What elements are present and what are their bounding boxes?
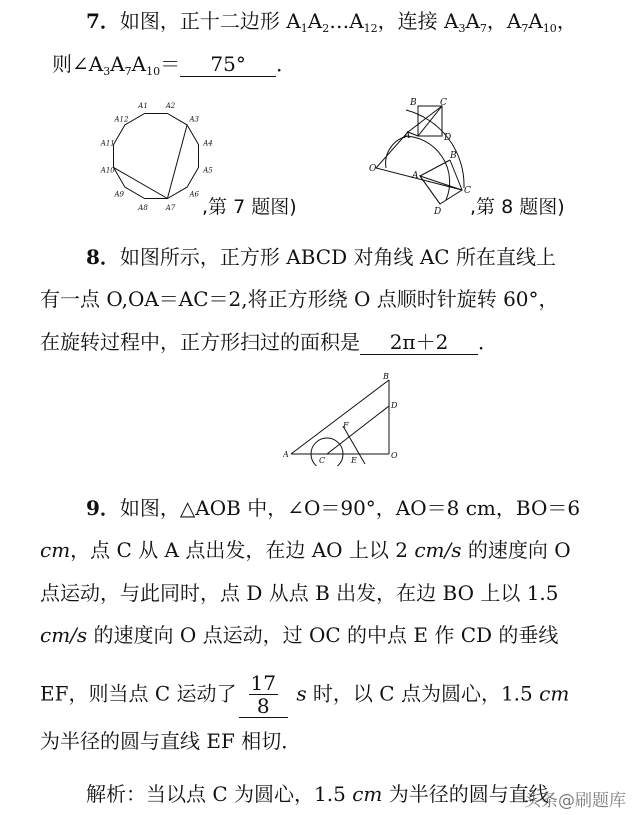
q8-text: ． [478, 330, 498, 354]
q7-line-2: 则$\angle A_3A_7A_{10}= 75^\circ$ ． [52, 52, 297, 78]
q8-line-ac [408, 106, 442, 132]
q9-answer-fraction [239, 672, 288, 718]
q9-label: D [391, 401, 398, 410]
q9-line-1 [86, 494, 640, 522]
q9-text: 为半径的圆与直线 EF 相切． [40, 729, 302, 753]
dodecagon-vertex-label: A8 [138, 204, 148, 213]
q8-label: A [404, 131, 411, 141]
q9-line-6 [40, 727, 640, 755]
q8-rot-edge [420, 160, 450, 176]
q9-label: F [343, 421, 349, 430]
dodecagon-vertex-label: A6 [189, 190, 200, 199]
dodecagon-polygon [114, 114, 199, 199]
q9-line-4 [40, 621, 640, 649]
q9-unit: cm [40, 538, 71, 562]
dodecagon-vertex-label: A3 [189, 115, 200, 124]
q8-answer-blank: 2π＋2 [360, 330, 478, 355]
q7-figure [98, 100, 218, 215]
q9-text: 时，以 C 点为圆心，1.5 [306, 681, 540, 706]
q9-figure [283, 370, 413, 466]
dodecagon-vertex-label: A12 [114, 115, 129, 124]
q9-text: ，点 C 从 A 点出发，在边 AO 上以 2 [70, 538, 415, 562]
q9-unit: cm [539, 681, 570, 706]
q8-figure [368, 96, 480, 218]
q7-text: ， [486, 9, 507, 33]
q9-text: 点运动，与此同时，点 D 从点 B 出发，在边 BO 上以 1.5 [40, 581, 559, 605]
q8-arc-outer [404, 136, 450, 200]
q9-unit: cm/s [40, 623, 88, 647]
q8-line-2 [40, 285, 640, 313]
q8-number: 8． [86, 245, 120, 269]
q9-text: 的速度向 O 点运动，过 OC 的中点 E 作 CD 的垂线 [87, 623, 559, 647]
dodecagon-vertex-label: A11 [100, 139, 115, 148]
analysis-text: 为半径的圆与直线 [382, 782, 549, 806]
dodecagon-vertex-label: A4 [203, 139, 213, 148]
dodecagon-outline [114, 114, 199, 199]
q9-text: 的速度向 O [461, 538, 571, 562]
dodecagon-vertex-label: A7 [165, 204, 176, 213]
q7-text: ． [276, 52, 297, 76]
q7-text: ＝ [160, 52, 181, 76]
dodecagon-chord [167, 125, 187, 199]
q9-line-cd [327, 406, 389, 454]
q7-text: 则∠ [52, 52, 89, 76]
dodecagon-vertex-label: A5 [203, 166, 213, 175]
analysis-unit: cm [352, 782, 383, 806]
dodecagon-vertex-label: A9 [114, 190, 125, 199]
q8-text: 有一点 O,OA＝AC＝2,将正方形绕 O 点顺时针旋转 60°， [40, 287, 559, 311]
q8-figure-caption: ,第 8 题图) [470, 196, 565, 218]
q8-square-rotated [420, 176, 462, 204]
q9-unit: cm/s [414, 538, 462, 562]
q8-label: D [444, 133, 452, 143]
q8-label: C [464, 186, 471, 196]
q7-text: ，连接 [377, 9, 438, 33]
q8-text: 在旋转过程中，正方形扫过的面积是 [40, 330, 360, 354]
q8-label: C [440, 98, 447, 108]
q8-label: B [450, 151, 457, 161]
q9-line-3 [40, 579, 640, 607]
q9-label: E [351, 456, 357, 465]
q9-label: O [391, 451, 398, 460]
watermark: 头条@刷题库 [524, 791, 626, 811]
q9-label: B [383, 372, 389, 381]
dodecagon-vertex-label: A10 [100, 166, 115, 175]
q9-label: A [283, 450, 289, 459]
q8-label: A [412, 171, 419, 181]
q8-label: D [434, 207, 442, 217]
q9-unit: s [296, 681, 307, 706]
q9-text: 如图，△AOB 中，∠O＝90°，AO＝8 cm，BO＝6 [119, 496, 581, 520]
q8-rot-diagonal [420, 176, 440, 204]
q7-text: 如图，正十二边形 [119, 9, 280, 33]
dodecagon-vertex-label: A1 [138, 101, 148, 110]
q8-rot-edge-2 [450, 160, 462, 190]
q8-label: B [410, 98, 417, 108]
q9-line-2 [40, 536, 640, 564]
dodecagon-vertex-label: A2 [165, 101, 176, 110]
q7-line-1: 7．如图，正十二边形 $A_1A_2\dots A_{12}$，连接 $A_3A_7$，$A_7A_{10}$， [86, 9, 577, 35]
q9-label: C [319, 456, 326, 465]
q8-label: O [369, 164, 377, 174]
q8-line-1 [86, 243, 640, 271]
q8-line-3 [40, 328, 640, 356]
q7-number: 7． [86, 9, 120, 33]
q7-figure-caption: ,第 7 题图) [202, 196, 297, 218]
q8-text: 如图所示，正方形 ABCD 对角线 AC 所在直线上 [119, 245, 556, 269]
q9-circle [311, 438, 343, 466]
analysis-text: 解析：当以点 C 为圆心，1.5 [86, 782, 353, 806]
q9-line-5 [40, 672, 640, 718]
q9-text: EF，则当点 C 运动了 [40, 681, 237, 706]
q9-number: 9． [86, 496, 120, 520]
q9-answer-numerator: 17 [250, 671, 276, 695]
q7-answer-blank: 75° [180, 52, 276, 77]
q9-answer-denominator: 8 [256, 694, 270, 718]
dodecagon-labels [100, 102, 213, 212]
q7-text: ， [556, 9, 577, 33]
